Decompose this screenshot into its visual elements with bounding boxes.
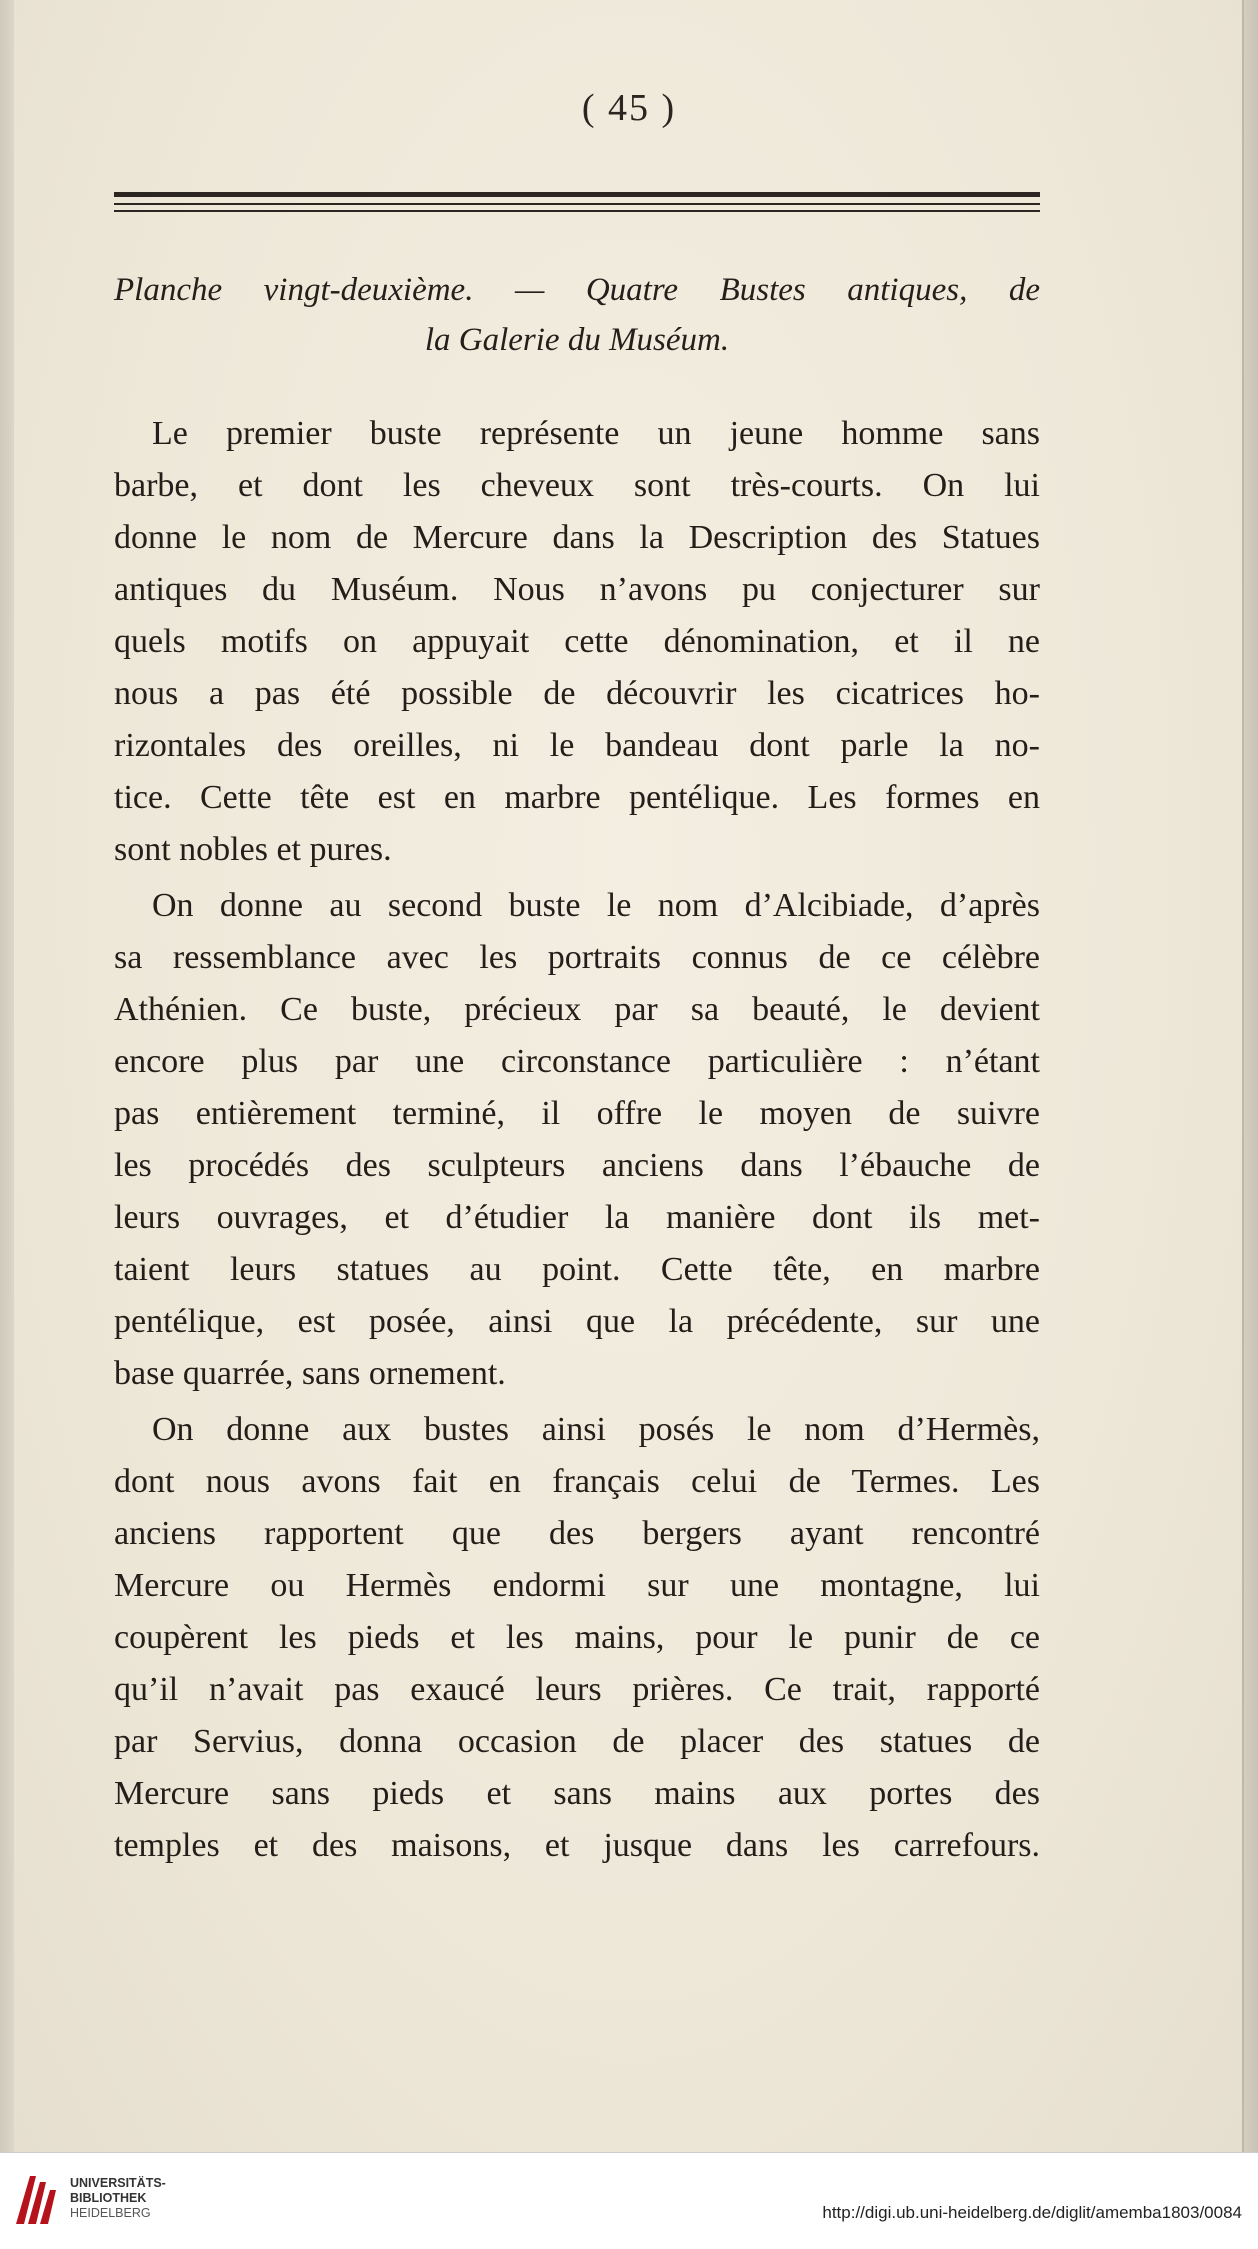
text-line: anciens rapportent que des bergers ayant rencontré <box>114 1515 1040 1552</box>
plate-heading: Planche vingt-deuxième. — Quatre Bustes antiques, de <box>114 272 1040 308</box>
source-url[interactable]: http://digi.ub.uni-heidelberg.de/diglit/amemba1803/0084 <box>822 2203 1242 2222</box>
text-line: pas entièrement terminé, il offre le moyen de suivre <box>114 1095 1040 1132</box>
header-rule-thin-2 <box>114 210 1040 212</box>
university-library-logo-icon <box>10 2168 60 2232</box>
text-line: Athénien. Ce buste, précieux par sa beauté, le devient <box>114 991 1040 1028</box>
text-line: dont nous avons fait en français celui de Termes. Les <box>114 1463 1040 1500</box>
text-line: coupèrent les pieds et les mains, pour le punir de ce <box>114 1619 1040 1656</box>
text-line: Mercure sans pieds et sans mains aux portes des <box>114 1775 1040 1812</box>
library-name-line: UNIVERSITÄTS- <box>70 2176 166 2190</box>
text-line: antiques du Muséum. Nous n’avons pu conjecturer sur <box>114 571 1040 608</box>
text-line: tice. Cette tête est en marbre pentélique. Les formes en <box>114 779 1040 816</box>
text-line: les procédés des sculpteurs anciens dans l’ébauche de <box>114 1147 1040 1184</box>
footer-bar <box>0 2152 1258 2249</box>
text-line: On donne au second buste le nom d’Alcibiade, d’après <box>152 887 1040 924</box>
text-line: nous a pas été possible de découvrir les cicatrices ho- <box>114 675 1040 712</box>
plate-heading-continued: la Galerie du Muséum. <box>424 322 730 358</box>
text-line: barbe, et dont les cheveux sont très-courts. On lui <box>114 467 1040 504</box>
text-line: sa ressemblance avec les portraits connus de ce célèbre <box>114 939 1040 976</box>
text-line: sont nobles et pures. <box>114 831 392 868</box>
text-line: encore plus par une circonstance particulière : n’étant <box>114 1043 1040 1080</box>
text-line: base quarrée, sans ornement. <box>114 1355 506 1392</box>
text-line: temples et des maisons, et jusque dans les carrefours. <box>114 1827 1040 1864</box>
text-line: pentélique, est posée, ainsi que la précédente, sur une <box>114 1303 1040 1340</box>
library-name-line: BIBLIOTHEK <box>70 2191 147 2205</box>
page-number: ( 45 ) <box>581 87 677 129</box>
text-line: donne le nom de Mercure dans la Description des Statues <box>114 519 1040 556</box>
library-name <box>70 2176 166 2221</box>
text-line: Mercure ou Hermès endormi sur une montagne, lui <box>114 1567 1040 1604</box>
text-line: qu’il n’avait pas exaucé leurs prières. Ce trait, rapporté <box>114 1671 1040 1708</box>
text-line: quels motifs on appuyait cette dénomination, et il ne <box>114 623 1040 660</box>
text-line: leurs ouvrages, et d’étudier la manière dont ils met- <box>114 1199 1040 1236</box>
library-name-line: HEIDELBERG <box>70 2206 151 2220</box>
text-line: taient leurs statues au point. Cette tête, en marbre <box>114 1251 1040 1288</box>
header-rule-thin <box>114 203 1040 205</box>
text-line: On donne aux bustes ainsi posés le nom d’Hermès, <box>152 1411 1040 1448</box>
text-line: Le premier buste représente un jeune homme sans <box>152 415 1040 452</box>
header-rule <box>114 192 1040 197</box>
text-line: par Servius, donna occasion de placer des statues de <box>114 1723 1040 1760</box>
text-line: rizontales des oreilles, ni le bandeau dont parle la no- <box>114 727 1040 764</box>
